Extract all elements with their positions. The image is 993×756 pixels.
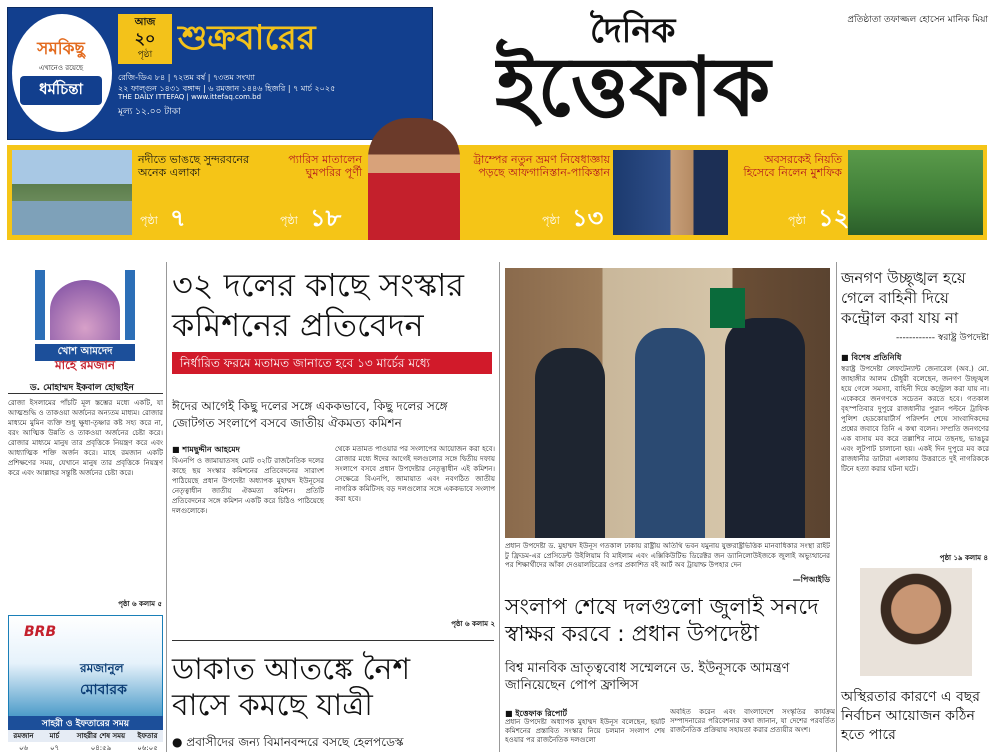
sehri-col-iftar: ইফতার — [137, 732, 158, 740]
teaser-2-page-num: ১৮ — [310, 204, 342, 232]
teaser-1-page-label: পৃষ্ঠা — [140, 214, 158, 227]
teaser-1-text[interactable]: নদীতে ভাঙছে সুন্দরবনের অনেক এলাকা — [138, 153, 250, 179]
ramadan-title-2: মাহে রমজান — [54, 358, 116, 372]
web-line: THE DAILY ITTEFAQ | www.ittefaq.com.bd — [118, 93, 262, 101]
sehri-col-sehri: সাহরীর শেষ সময় — [76, 732, 126, 740]
lead-subhead: ঈদের আগেই কিছু দলের সঙ্গে এককভাবে, কিছু দলের সঙ্গে জোটগত সংলাপে বসবে জাতীয় ঐকমত্য কমিশন — [172, 399, 448, 430]
sehri-cell: ০৬:০৫ — [137, 744, 158, 752]
flag — [710, 288, 745, 328]
right-headline[interactable]: জনগণ উচ্ছৃঙ্খল হয়ে গেলে বাহিনী দিয়ে কন্ট্রোল করা যায় না — [841, 269, 966, 327]
logo-badge-top: সমকিছু — [37, 39, 85, 59]
dialogue-headline-2[interactable]: স্বাক্ষর করবে : প্রধান উপদেষ্টা — [505, 622, 759, 647]
dialogue-byline: ■ ইত্তেফাক রিপোর্ট — [505, 709, 568, 718]
teaser-3-page-label: পৃষ্ঠা — [542, 214, 560, 227]
teaser-4-page-num: ১২ — [818, 204, 850, 232]
ramadan-rule — [8, 393, 163, 394]
sehri-col-ramadan: রমজান — [13, 732, 34, 740]
lead-red-banner: নির্ধারিত ফরমে মতামত জানাতে হবে ১৩ মার্চের মধ্যে — [172, 352, 492, 374]
supplement-top: আজ — [134, 17, 156, 28]
teaser-4-page-label: পৃষ্ঠা — [788, 214, 806, 227]
price-line: মূল্য ১২.০০ টাকা — [118, 107, 181, 117]
section-rule — [172, 640, 494, 641]
masthead-title: ইত্তেফাক — [495, 40, 771, 135]
masthead-small: দৈনিক — [590, 11, 676, 51]
lead-photo — [505, 268, 830, 538]
teaser-2-text[interactable]: প্যারিস মাতালেন ঘুমপরির পূর্ণী — [288, 153, 362, 179]
dialogue-subhead: বিশ্ব মানবিক ভ্রাতৃত্ববোধ সম্মেলনে ড. ইউনূসকে আমন্ত্রণ জানিয়েছেন পোপ ফ্রান্সিস — [505, 661, 790, 693]
right-attribution-text: স্বরাষ্ট্র উপদেষ্টা — [937, 333, 989, 343]
right-byline: ■ বিশেষ প্রতিনিধি — [841, 353, 902, 362]
sehri-cell: ০৪:৫৯ — [90, 744, 112, 752]
sehri-cell: ০৭ — [49, 744, 60, 752]
teaser-3-text[interactable]: ট্রাম্পের নতুন ভ্রমণ নিষেধাজ্ঞায় পড়ছে আফগানিস্তান-পাকিস্তান — [473, 153, 610, 179]
mosque-dome-icon — [50, 280, 120, 340]
dialogue-col-1: প্রধান উপদেষ্টা অধ্যাপক মুহাম্মদ ইউনূস বলেছেন, ছয়টি কমিশনের প্রস্তাবিত সংস্কার নিয়ে চলমান সংলাপ শেষ হওয়ার পর রাজনৈতিক দলগুলো — [505, 718, 665, 744]
founder-line: প্রতিষ্ঠাতা তফাজ্জল হোসেন মানিক মিয়া — [847, 15, 988, 25]
dacoit-headline-2[interactable]: বাসে কমছে যাত্রী — [172, 688, 373, 723]
teaser-4-text[interactable]: অবসরকেই নিয়তি হিসেবে নিলেন মুশফিক — [743, 153, 842, 179]
col-divider-right — [836, 262, 837, 752]
teaser-4-photo — [848, 150, 983, 235]
lead-headline-1[interactable]: ৩২ দলের কাছে সংস্কার — [172, 266, 465, 304]
dialogue-col-2: অবহিত করেন এবং বাংলাদেশে সংস্কৃতির কার্যক্রম সম্পাদনারের পরিবেশনার কথা জানান, যা দেশের পরবর্তিত রাজনৈতিক প্রক্রিয়ায় সহায়তা করার প্রত্যয়ীর অংশ। — [670, 708, 835, 734]
sehri-table-header — [8, 730, 163, 742]
teaser-3-photo — [613, 150, 728, 235]
ramadan-body: রোজা ইসলামের পাঁচটি মূল স্তম্ভের মধ্যে একটি, যা আত্মশুদ্ধি ও তাকওয়া অর্জনের অন্যতম মাধ্যম। রোজার মাধ্যমে মুমিন ব্যক্তি শুধু ক্ষুধা-তৃষ্ণার কষ্ট সহ্য করে না, বরং আত্মিক উন্নতি ও তাকওয়া অর্জনের চেষ্টা করে। রোজার মাধ্যমে মানুষ তার প্রবৃত্তিকে নিয়ন্ত্রণ করে এবং আধ্যাত্মিক শক্তি অর্জন করে। মাহে রমজান একটি প্রশিক্ষণের সময়, যেখানে মানুষ তার প্রবৃত্তিকে নিয়ন্ত্রণ করে এবং আল্লাহর সন্তুষ্টি অর্জনের চেষ্টা করে। — [8, 399, 163, 477]
reg-line: রেজি-ডিএ ৮৪ | ৭২তম বর্ষ | ৭৩তম সংখ্যা — [118, 73, 255, 82]
supplement-pages: পৃষ্ঠা — [137, 50, 153, 60]
portrait-photo — [860, 568, 972, 676]
person-2 — [635, 328, 705, 538]
teaser-3-page-num: ১৩ — [572, 204, 604, 232]
photo-caption: প্রধান উপদেষ্টা ড. মুহাম্মদ ইউনূস গতকাল ঢাকায় রাষ্ট্রীয় অতিথি ভবন যমুনায় যুক্তরাষ্ট্রভিত্তিক মানবাধিকার সংস্থা রাইট টু ফ্রিডম-এর প্রেসিডেন্ট উইলিয়াম বি মাইলাম এবং এক্সিকিউটিভ ডিরেক্টর জন ড্যানিলোউইজকে জুলাই অভ্যুত্থানের পর শিক্ষার্থীদের আঁকা দেওয়ালচিত্রের ওপর প্রকাশিত বই আর্ট অব ট্রায়াম্ফ উপহার দেন — [505, 542, 830, 569]
minaret-right-icon — [125, 270, 135, 340]
ad-text-2: মোবারক — [80, 682, 127, 698]
sehri-table — [8, 730, 163, 754]
dacoit-bullet-text[interactable]: প্রবাসীদের জন্য বিমানবন্দরে বসছে হেলপডেস্ক — [186, 735, 404, 749]
lead-headline-2[interactable]: কমিশনের প্রতিবেদন — [172, 306, 424, 344]
lead-byline: ■ শামছুদ্দীন আহমেদ — [172, 445, 240, 454]
right-body: স্বরাষ্ট্র উপদেষ্টা লেফটেন্যান্ট জেনারেল (অব.) মো. জাহাঙ্গীর আলম চৌধুরী বলেছেন, জনগণ উচ্ছৃঙ্খল হয়ে গেলে সমস্যা, বাহিনী দিয়ে কন্ট্রোল করা যায় না। একেকরে জনগণকে সচেতন করতে হবে। গতকাল বৃহস্পতিবার দুপুরে রাজধানীর পুরান পল্টনে ট্রাফিক পুলিশ হেডকোয়ার্টার্স পরিদর্শন শেষে সাংবাদিকদের প্রশ্নের জবাবে তিনি এ কথা বলেন। সম্প্রতি জনগণের এক বাসায় মব করে তল্লাশির নামে তছনছ, ভাঙচুর এবং লুটপাট চালানো হয়। একই দিন দুপুরে মব করে রাজধানীর ডাটারা এলাকায় উত্তরাতে দুই নাগরিককে টিনে হত্যা করার ঘটনা ঘটে। — [841, 365, 989, 473]
teaser-1-page-num: ৭ — [170, 204, 186, 232]
supplement-num: ২০ — [134, 29, 156, 48]
lead-continued[interactable]: পৃষ্ঠা ৬ কলাম ২ — [451, 620, 495, 628]
right-bottom-headline[interactable]: অস্থিরতার কারণে এ বছর নির্বাচন আয়োজন কঠিন হতে পারে — [841, 689, 980, 743]
lead-col-2: থেকে মতামত পাওয়ার পর সংলাপের আয়োজন করা হবে। রোজার মধ্যে ঈদের আগেই দলগুলোর সঙ্গে দ্বিতীয় দফায় সংলাপে বসবে প্রধান উপদেষ্টার নেতৃত্বাধীন এই কমিশন। সেক্ষেত্রে বিএনপি, জামায়াত এবং নবগঠিত জাতীয় নাগরিক কমিটিসহ বড় দলগুলোর সঙ্গে এককভাবে সংলাপ করা হবে। — [335, 445, 495, 503]
sehri-col-march: মার্চ — [49, 732, 60, 740]
logo-badge-bottom: ধর্মচিন্তা — [20, 76, 102, 105]
col-divider-left — [166, 262, 167, 752]
table-row — [8, 742, 163, 754]
ramadan-continued[interactable]: পৃষ্ঠা ৬ কলাম ৫ — [118, 600, 162, 608]
sehri-cell: ০৬ — [18, 744, 29, 752]
person-1 — [535, 348, 605, 538]
right-continued[interactable]: পৃষ্ঠা ১৯ কলাম ৪ — [939, 554, 988, 562]
photo-credit: —পিআইডি — [792, 575, 830, 584]
teaser-2-page-label: পৃষ্ঠা — [280, 214, 298, 227]
ad-text-1: রমজানুল — [80, 661, 124, 675]
right-attribution — [841, 330, 989, 345]
ramadan-author: ড. মোহাম্মদ ইকবাল হোছাইন — [30, 383, 134, 393]
ramadan-title-1: খোশ আমদেদ — [35, 344, 135, 361]
dash-rule: ------------ — [896, 333, 938, 343]
logo-badge-mid: এখানেও রয়েছে — [38, 64, 84, 72]
col-divider-mid — [499, 262, 500, 752]
dacoit-bullet — [172, 734, 494, 754]
person-3 — [725, 318, 805, 538]
teaser-1-photo — [12, 150, 132, 235]
supplement-title: শুক্রবারের — [178, 18, 316, 58]
sehri-table-title: সাহরী ও ইফতারের সময় — [8, 716, 163, 730]
bullet-icon: ● — [172, 735, 187, 749]
teaser-2-photo — [368, 118, 460, 240]
lead-col-1: বিএনপি ও জামায়াতসহ মোট ৩২টি রাজনৈতিক দলের কাছে ছয় সংস্কার কমিশনের প্রতিবেদনের সারাংশ পাঠিয়েছে প্রধান উপদেষ্টা অধ্যাপক মুহাম্মদ ইউনূসের নেতৃত্বাধীন জাতীয় ঐকমত্য কমিশন। প্রতিটি প্রতিবেদনের সঙ্গে কমিশন একটি করে চিঠিও পাঠিয়েছে দলগুলোকে। — [172, 457, 324, 515]
dacoit-headline-1[interactable]: ডাকাত আতঙ্কে নৈশ — [172, 652, 411, 687]
ad-brand: BRB — [24, 624, 57, 640]
dialogue-headline-1[interactable]: সংলাপ শেষে দলগুলো জুলাই সনদে — [505, 595, 819, 620]
date-line: ২২ ফাল্গুন ১৪৩১ বঙ্গাব্দ | ৬ রমজান ১৪৪৬ হিজরি | ৭ মার্চ ২০২৫ — [118, 84, 336, 93]
minaret-left-icon — [35, 270, 45, 340]
